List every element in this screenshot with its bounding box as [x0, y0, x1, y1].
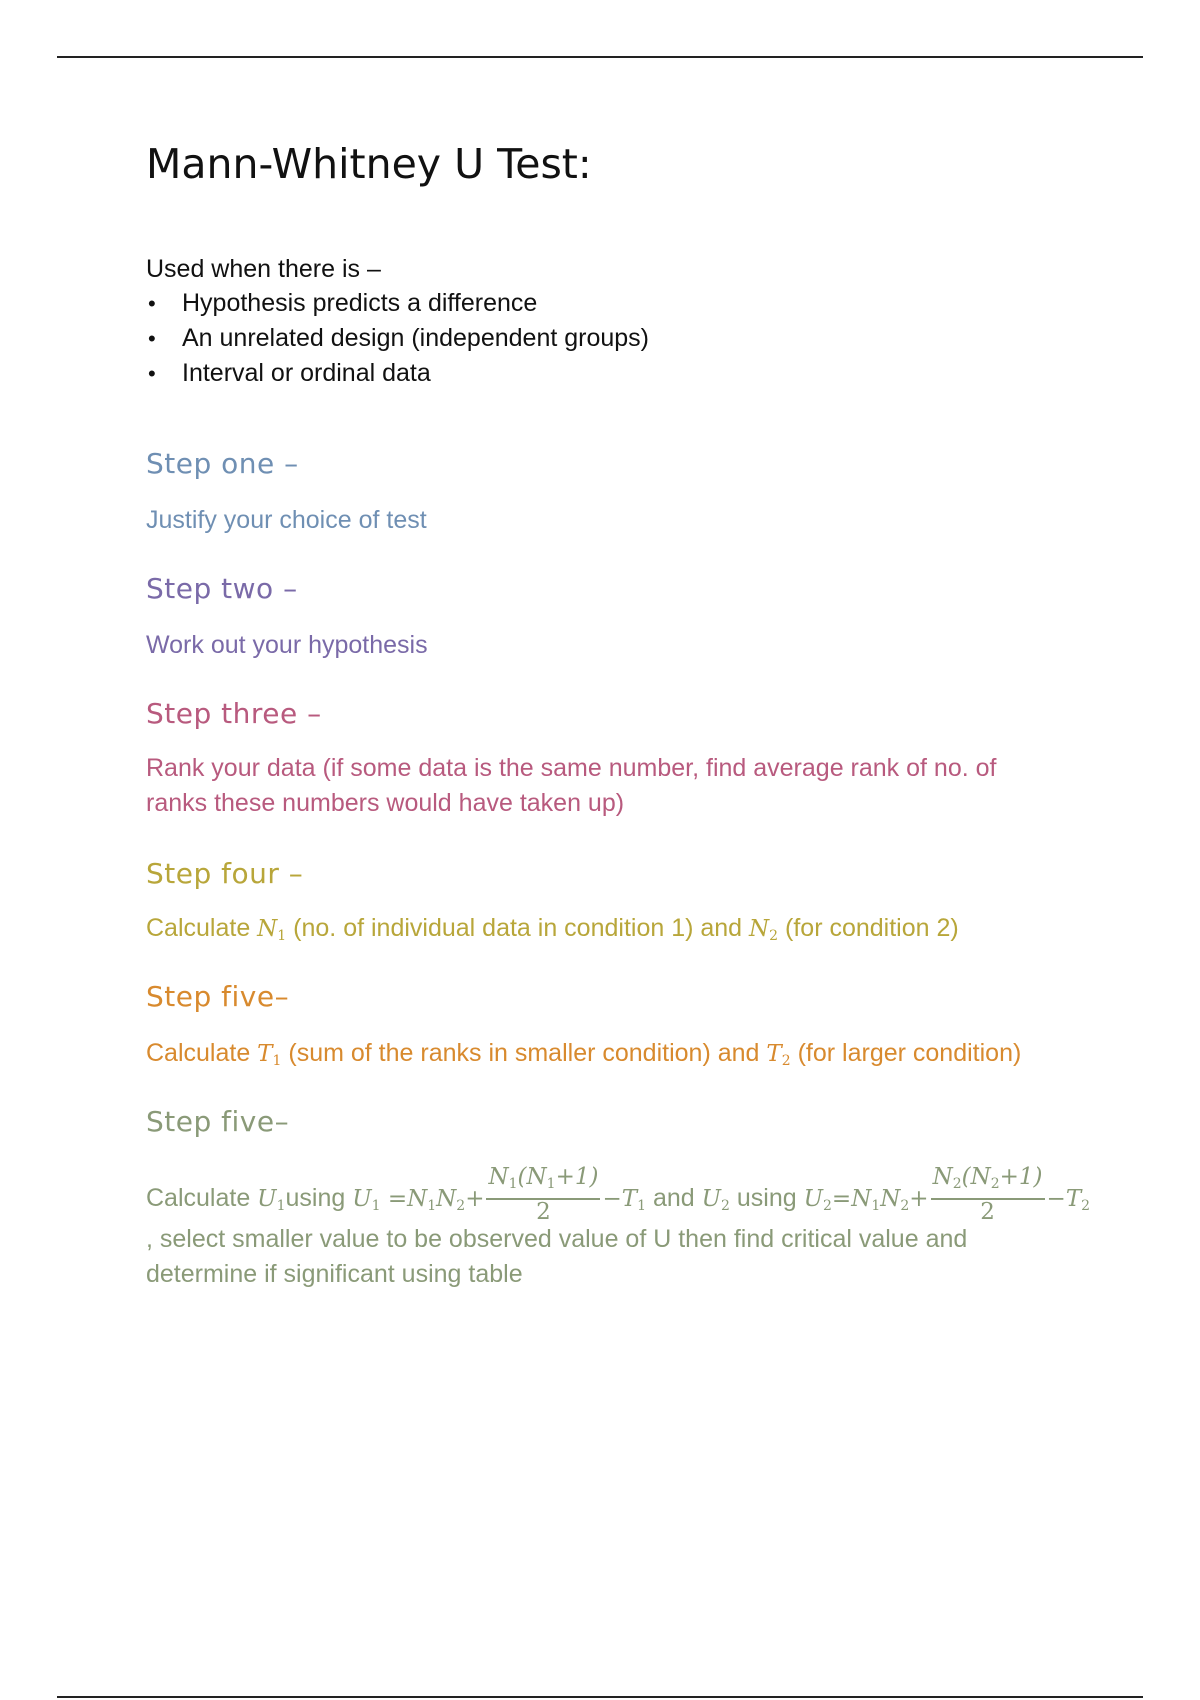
footer-rule	[57, 1696, 1143, 1698]
u2-symbol: $U_2$	[701, 1186, 730, 1214]
u2-fraction: $\frac{N_2(N_2+1)}{2}$	[932, 1164, 1043, 1225]
step-five-b-and: and	[646, 1184, 702, 1212]
header-rule	[57, 56, 1143, 58]
bullet-icon: •	[148, 326, 156, 351]
step-five-b-using2: using	[729, 1184, 804, 1212]
step-five-b-using1: using	[285, 1184, 353, 1212]
u1-formula: $U_1 =N_1N_2+$ $\frac{N_1(N_1+1)}{2}$ $-T_1$	[352, 1164, 646, 1225]
step-two-text: Work out your hypothesis	[146, 631, 428, 659]
step-five-heading: Step five–	[146, 980, 290, 1013]
step-three-heading: Step three –	[146, 697, 322, 730]
step-three-text: Rank your data (if some data is the same number, find average rank of no. of ranks these numbers would have taken up)	[146, 754, 997, 817]
step-one-text: Justify your choice of test	[146, 506, 427, 534]
step-four-text-before: Calculate	[146, 914, 258, 942]
list-item-label: Hypothesis predicts a difference	[182, 289, 538, 317]
step-five-text	[146, 1036, 1066, 1079]
list-item	[146, 286, 649, 321]
step-four-text	[146, 911, 1066, 954]
list-item	[146, 321, 649, 356]
list-item-label: Interval or ordinal data	[182, 359, 431, 387]
list-item-label: An unrelated design (independent groups)	[182, 324, 650, 352]
step-four-text-middle: (no. of individual data in condition 1) and	[286, 914, 750, 942]
bullet-icon: •	[148, 291, 156, 316]
step-four-heading: Step four –	[146, 857, 304, 890]
page-title: Mann-Whitney U Test:	[146, 140, 592, 188]
step-five-text-after: (for larger condition)	[790, 1039, 1022, 1067]
list-item	[146, 356, 649, 391]
u-formula-line	[146, 1164, 1091, 1230]
bullet-icon: •	[148, 361, 156, 386]
step-five-text-middle: (sum of the ranks in smaller condition) and	[281, 1039, 767, 1067]
u1-fraction: $\frac{N_1(N_1+1)}{2}$	[488, 1164, 599, 1225]
t2-symbol: $T_2$	[766, 1041, 791, 1069]
criteria-list	[146, 286, 649, 391]
step-two-heading: Step two –	[146, 572, 298, 605]
step-five-b-text-after: , select smaller value to be observed value of U then find critical value and determine if significant using table	[146, 1225, 968, 1288]
intro-text: Used when there is –	[146, 255, 381, 283]
step-five-text-before: Calculate	[146, 1039, 258, 1067]
n2-symbol: $N_2$	[749, 916, 779, 944]
step-four-text-after: (for condition 2)	[778, 914, 959, 942]
u1-symbol: $U_1$	[257, 1186, 286, 1214]
step-five-b-heading: Step five–	[146, 1105, 290, 1138]
step-five-b-text-before: Calculate	[146, 1184, 258, 1212]
step-one-heading: Step one –	[146, 447, 299, 480]
t1-symbol: $T_1$	[257, 1041, 282, 1069]
u2-formula: $U_2=N_1N_2+$ $\frac{N_2(N_2+1)}{2}$ $-T_2$	[803, 1164, 1091, 1225]
n1-symbol: $N_1$	[257, 916, 287, 944]
